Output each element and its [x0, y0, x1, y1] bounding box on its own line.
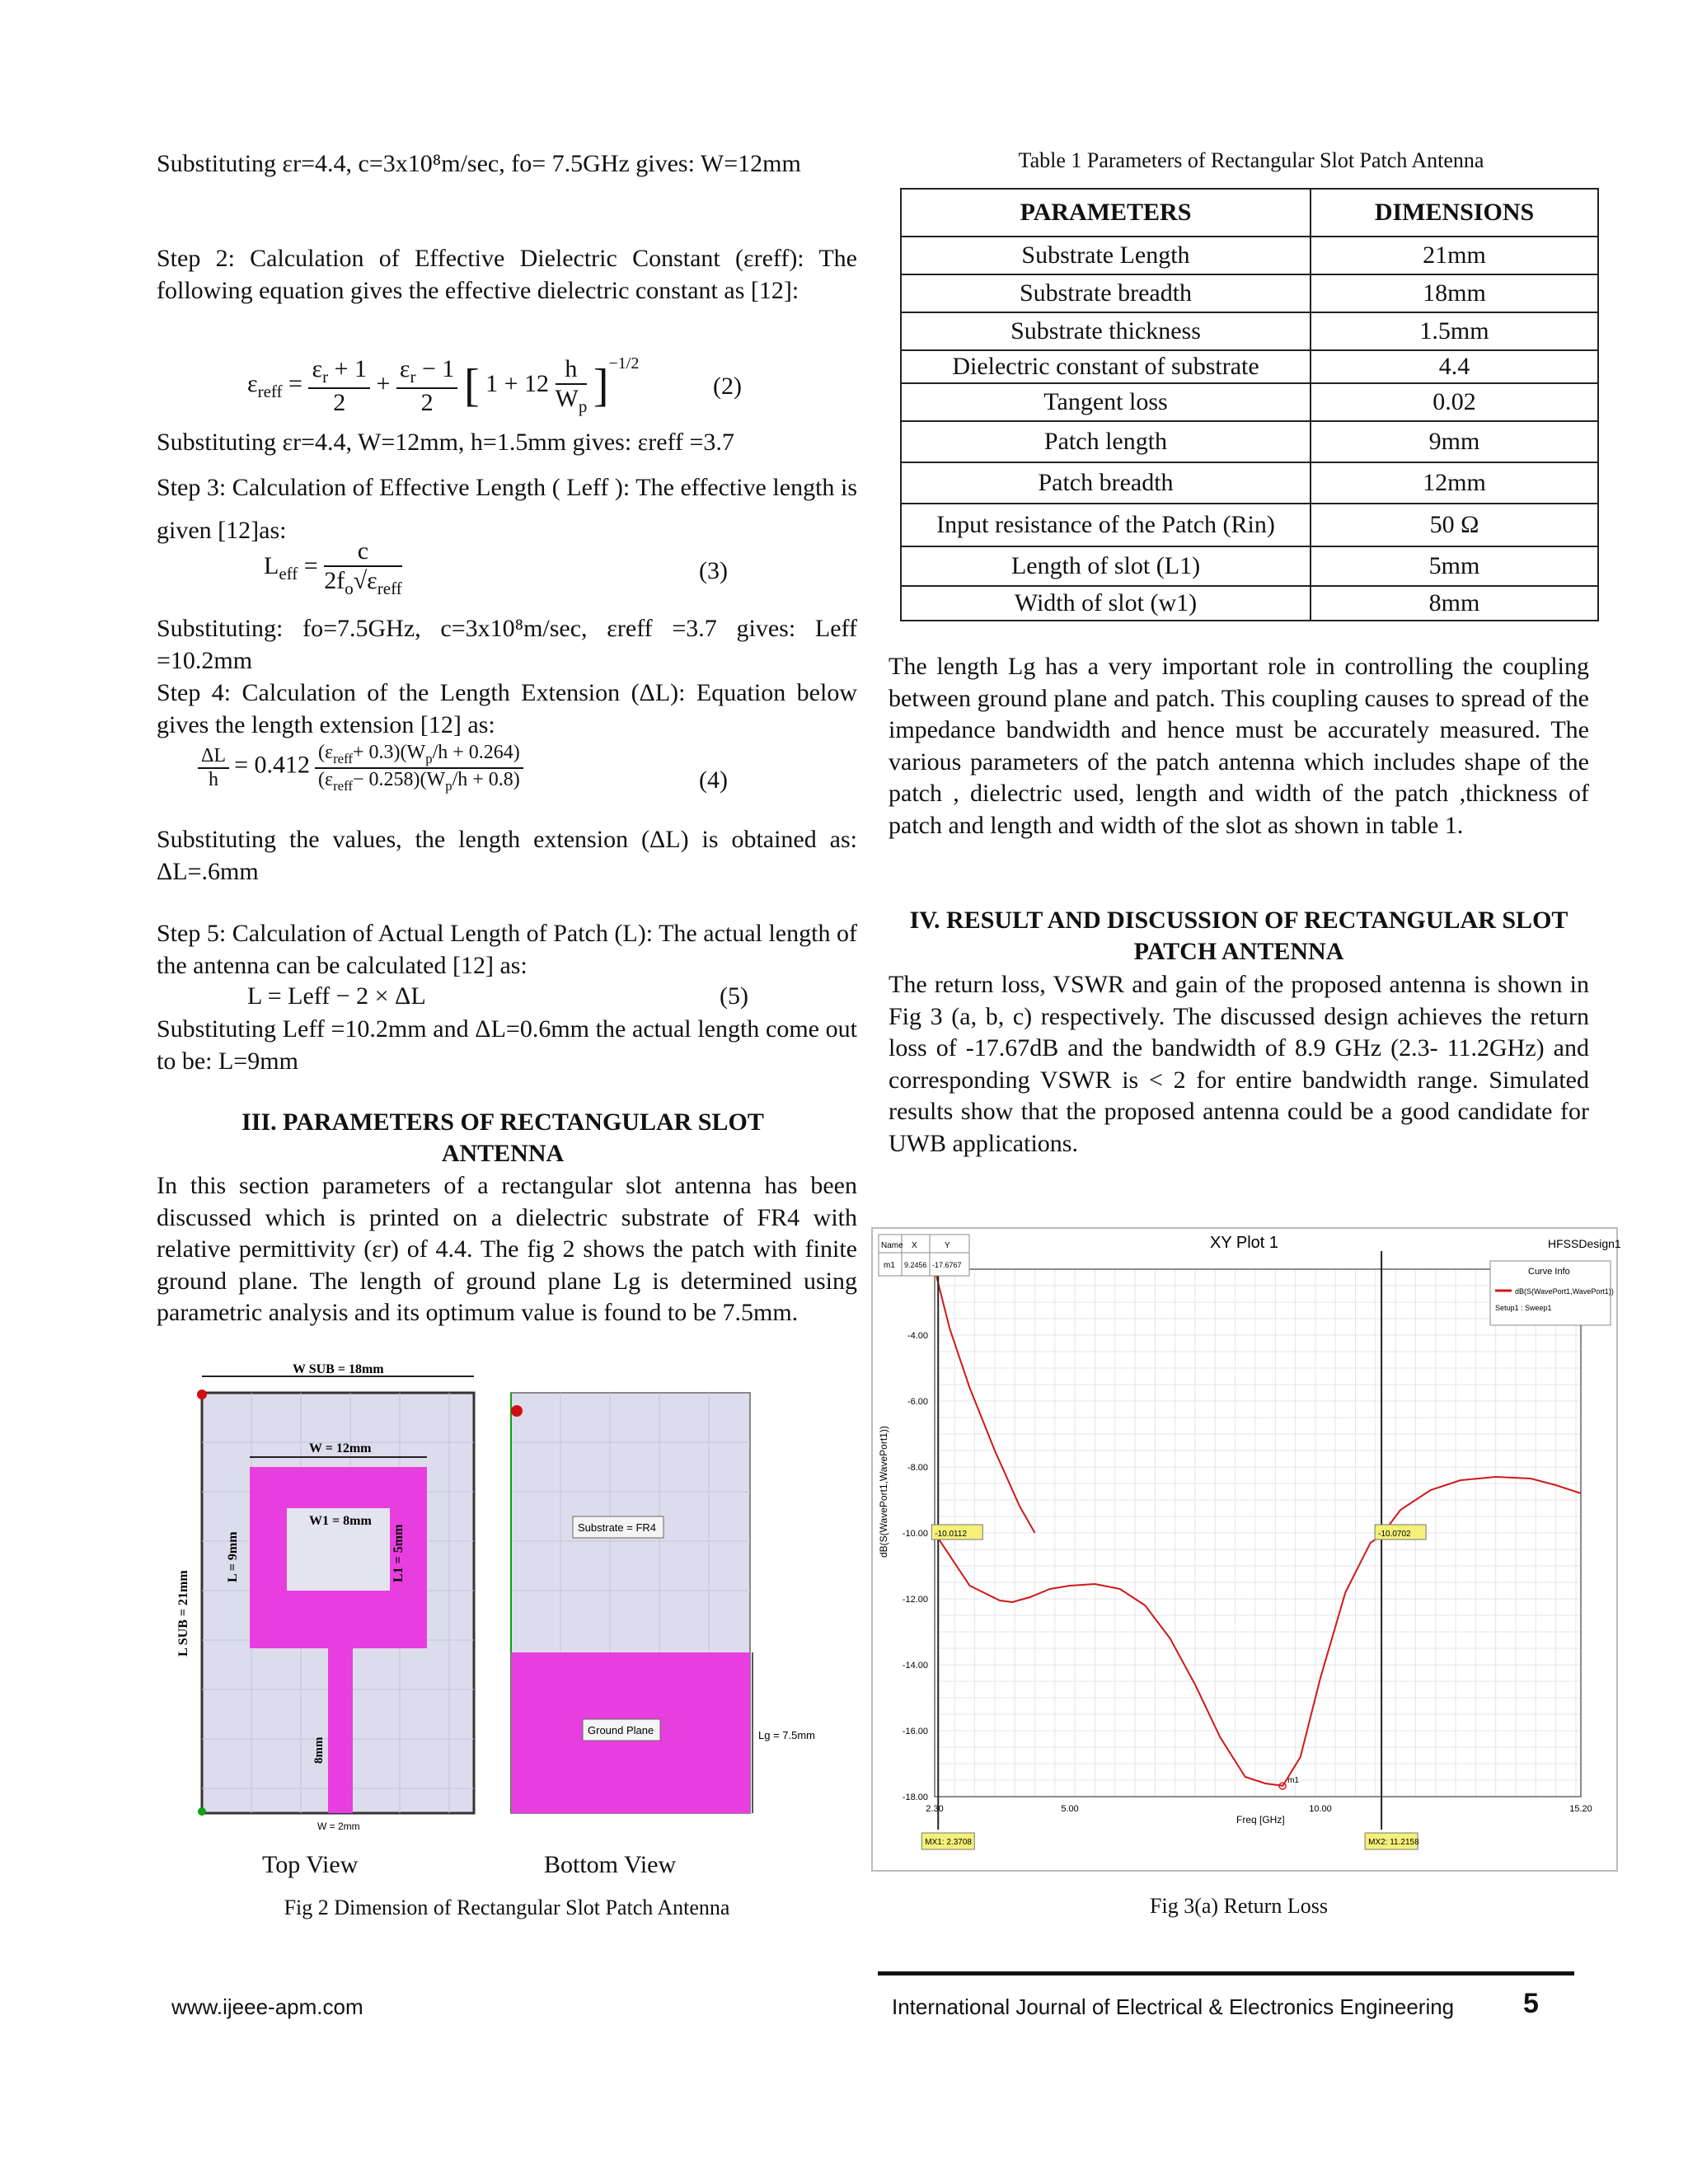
para-results: The return loss, VSWR and gain of the proposed antenna is shown in Fig 3 (a, b, c) respectively. The discussed design achieves the return loss of -17.67dB and the bandwidth of 8.9 GHz (2.3- 11.2GHz) and corresponding VSWR is < 2 for entire bandwidth range. Simulated results show that the proposed antenna could be a good candidate for UWB applications. — [889, 971, 1589, 1157]
chart-corner-label: HFSSDesign1 — [1548, 1237, 1621, 1250]
fig3a-return-loss-chart — [872, 1228, 1621, 1871]
legend-entry: dB(S(WavePort1,WavePort1)) — [1515, 1287, 1614, 1296]
equation-5-number: (5) — [720, 982, 748, 1010]
label-wsub: W SUB = 18mm — [293, 1362, 384, 1376]
fig2-caption: Fig 2 Dimension of Rectangular Slot Patch Antenna — [284, 1896, 730, 1919]
marker-x-label: MX1: 2.3708 — [925, 1838, 972, 1847]
table1-caption: Table 1 Parameters of Rectangular Slot Patch Antenna — [1018, 148, 1484, 172]
x-tick-label: 5.00 — [1061, 1804, 1079, 1814]
para-step2: Step 2: Calculation of Effective Dielectric Constant (εreff): The following equation gives the effective dielectric constant as [12]: — [157, 245, 857, 304]
table-row — [901, 383, 1598, 421]
marker-table-cell: m1 — [884, 1261, 895, 1270]
chart-legend — [1490, 1261, 1614, 1325]
table-cell: Substrate breadth — [901, 274, 1311, 312]
y-tick-label: -4.00 — [907, 1331, 928, 1341]
para-section3: In this section parameters of a rectangular slot antenna has been discussed which is printed on a dielectric substrate of FR4 with relative permittivity (εr) of 4.4. The fig 2 shows the patch with finite ground plane. The length of ground plane Lg is determined using parametric analysis and its optimum value is found to be 7.5mm. — [157, 1172, 857, 1326]
table-cell: Input resistance of the Patch (Rin) — [901, 504, 1311, 546]
marker-table-header: Y — [945, 1241, 950, 1250]
label-bottom-view: Bottom View — [544, 1851, 677, 1878]
m1-label: m1 — [1287, 1776, 1300, 1786]
para-step4: Step 4: Calculation of the Length Extension (ΔL): Equation below gives the length extension [12] as: — [157, 679, 857, 738]
table-header-dimensions: DIMENSIONS — [1311, 189, 1598, 237]
table-cell: Substrate Length — [901, 237, 1311, 274]
marker-value-label: -10.0112 — [935, 1530, 968, 1539]
chart-ylabel: dB(S(WavePort1,WavePort1)) — [878, 1426, 889, 1558]
legend-setup: Setup1 : Sweep1 — [1495, 1304, 1552, 1312]
para-substituting-w: Substituting εr=4.4, c=3x10⁸m/sec, fo= 7.5GHz gives: W=12mm — [157, 150, 801, 177]
table-cell: 50 Ω — [1311, 504, 1598, 546]
section-heading-3: III. PARAMETERS OF RECTANGULAR SLOT ANTENNA — [241, 1108, 764, 1167]
table-cell: 1.5mm — [1311, 312, 1598, 350]
label-top-view: Top View — [262, 1851, 359, 1878]
marker-table — [879, 1235, 969, 1276]
table-cell: Dielectric constant of substrate — [901, 350, 1311, 383]
table-row — [901, 237, 1598, 274]
label-wfeed: W = 2mm — [317, 1821, 360, 1832]
para-substituting-ereff: Substituting εr=4.4, W=12mm, h=1.5mm gives: εreff =3.7 — [157, 429, 734, 456]
legend-title: Curve Info — [1528, 1267, 1570, 1277]
footer-website: www.ijeee-apm.com — [171, 1994, 363, 2019]
table-row — [901, 546, 1598, 586]
label-w1: W1 = 8mm — [309, 1514, 372, 1528]
y-tick-label: -10.00 — [902, 1529, 928, 1539]
table-cell: Length of slot (L1) — [901, 546, 1311, 586]
parameters-table — [900, 188, 1599, 621]
footer-journal: International Journal of Electrical & Electronics Engineering — [892, 1994, 1455, 2019]
marker-x-label: MX2: 11.2158 — [1368, 1838, 1419, 1847]
table-cell: 12mm — [1311, 462, 1598, 504]
table-cell: 18mm — [1311, 274, 1598, 312]
equation-3: $L_{eff}$ = $\frac{c}{2f_o√\varepsilon_{reff}}$ — [264, 537, 402, 598]
table-cell: Patch breadth — [901, 462, 1311, 504]
table-row — [901, 586, 1598, 621]
table-cell: Tangent loss — [901, 383, 1311, 421]
x-tick-label: 15.20 — [1569, 1804, 1592, 1814]
section-heading-4: IV. RESULT AND DISCUSSION OF RECTANGULAR SLOT PATCH ANTENNA — [909, 907, 1568, 965]
y-tick-label: -6.00 — [907, 1397, 928, 1407]
table-cell: 0.02 — [1311, 383, 1598, 421]
y-tick-label: -16.00 — [902, 1727, 928, 1736]
para-step3: Step 3: Calculation of Effective Length ( Leff ): The effective length is given [12]as: — [157, 474, 857, 544]
feed-line — [328, 1648, 353, 1813]
label-w: W = 12mm — [309, 1441, 372, 1455]
para-substituting-dl: Substituting the values, the length extension (ΔL) is obtained as: ΔL=.6mm — [157, 826, 857, 885]
label-lg: Lg = 7.5mm — [758, 1729, 816, 1741]
marker-value-label: -10.0702 — [1378, 1530, 1411, 1539]
label-substrate: Substrate = FR4 — [578, 1521, 657, 1534]
marker-table-cell: -17.6767 — [932, 1261, 962, 1269]
label-l1: L1 = 5mm — [392, 1524, 406, 1582]
footer-rule — [878, 1971, 1574, 1975]
fig2-antenna-diagram — [176, 1360, 816, 1854]
table-row — [901, 462, 1598, 504]
equation-4-number: (4) — [699, 766, 728, 794]
fig3a-caption: Fig 3(a) Return Loss — [1150, 1894, 1328, 1918]
y-tick-label: -14.00 — [902, 1661, 928, 1671]
para-step5: Step 5: Calculation of Actual Length of Patch (L): The actual length of the antenna can be calculated [12] as: — [157, 920, 857, 979]
y-tick-label: -12.00 — [902, 1595, 928, 1605]
marker-table-cell: 9.2456 — [904, 1261, 927, 1269]
page-number: 5 — [1523, 1988, 1539, 2019]
chart-title: XY Plot 1 — [1210, 1234, 1279, 1252]
equation-4: $\frac{\Delta L}{h}$ = 0.412 $\frac{(\varepsilon_{reff}+ 0.3)(W_p/h + 0.264)}{(\varepsilon_{reff}- 0.258)(W_p/h + 0.8)}$ — [198, 742, 523, 794]
equation-2: $\varepsilon_{reff}$ = $\frac{\varepsilon_r + 1}{2}$ + $\frac{\varepsilon_r - 1}{2}$ [ 1 + 12 $\frac{h}{W_p}$ ]$^{-1/2}$ — [247, 354, 640, 416]
para-actual-length: Substituting Leff =10.2mm and ΔL=0.6mm the actual length come out to be: L=9mm — [157, 1015, 857, 1075]
table-row — [901, 312, 1598, 350]
y-tick-label: -18.00 — [902, 1793, 928, 1802]
table-cell: 5mm — [1311, 546, 1598, 586]
table-cell: Patch length — [901, 421, 1311, 462]
table-cell: 8mm — [1311, 586, 1598, 621]
y-tick-label: -8.00 — [907, 1463, 928, 1473]
equation-2-number: (2) — [713, 373, 742, 400]
table-cell: Substrate thickness — [901, 312, 1311, 350]
chart-xlabel: Freq [GHz] — [1236, 1814, 1285, 1825]
label-lsub: L SUB = 21mm — [176, 1570, 190, 1657]
para-lg-role: The length Lg has a very important role in controlling the coupling between ground plane and patch. This coupling causes to spread of the impedance bandwidth and hence must be accurately measured. The various parameters of the patch antenna which includes shape of the patch , dielectric used, length and width of the patch ,thickness of patch and length and width of the slot as shown in table 1. — [889, 653, 1589, 839]
equation-5: L = Leff − 2 × ΔL — [247, 982, 426, 1010]
table-header-parameters: PARAMETERS — [901, 189, 1311, 237]
x-tick-label: 2.30 — [926, 1804, 944, 1814]
table-row — [901, 421, 1598, 462]
table-cell: 9mm — [1311, 421, 1598, 462]
table-row — [901, 504, 1598, 546]
label-l: L = 9mm — [226, 1531, 240, 1582]
x-tick-label: 10.00 — [1309, 1804, 1332, 1814]
table-cell: Width of slot (w1) — [901, 586, 1311, 621]
table-row — [901, 274, 1598, 312]
table-cell: 4.4 — [1311, 350, 1598, 383]
para-substituting-leff: Substituting: fo=7.5GHz, c=3x10⁸m/sec, εreff =3.7 gives: Leff =10.2mm — [157, 615, 857, 674]
marker-table-header: Name — [881, 1241, 903, 1250]
equation-3-number: (3) — [699, 557, 728, 584]
table-cell: 21mm — [1311, 237, 1598, 274]
label-feed: 8mm — [312, 1736, 326, 1764]
table-row — [901, 350, 1598, 383]
label-ground-plane: Ground Plane — [588, 1724, 654, 1736]
marker-table-header: X — [912, 1241, 917, 1250]
